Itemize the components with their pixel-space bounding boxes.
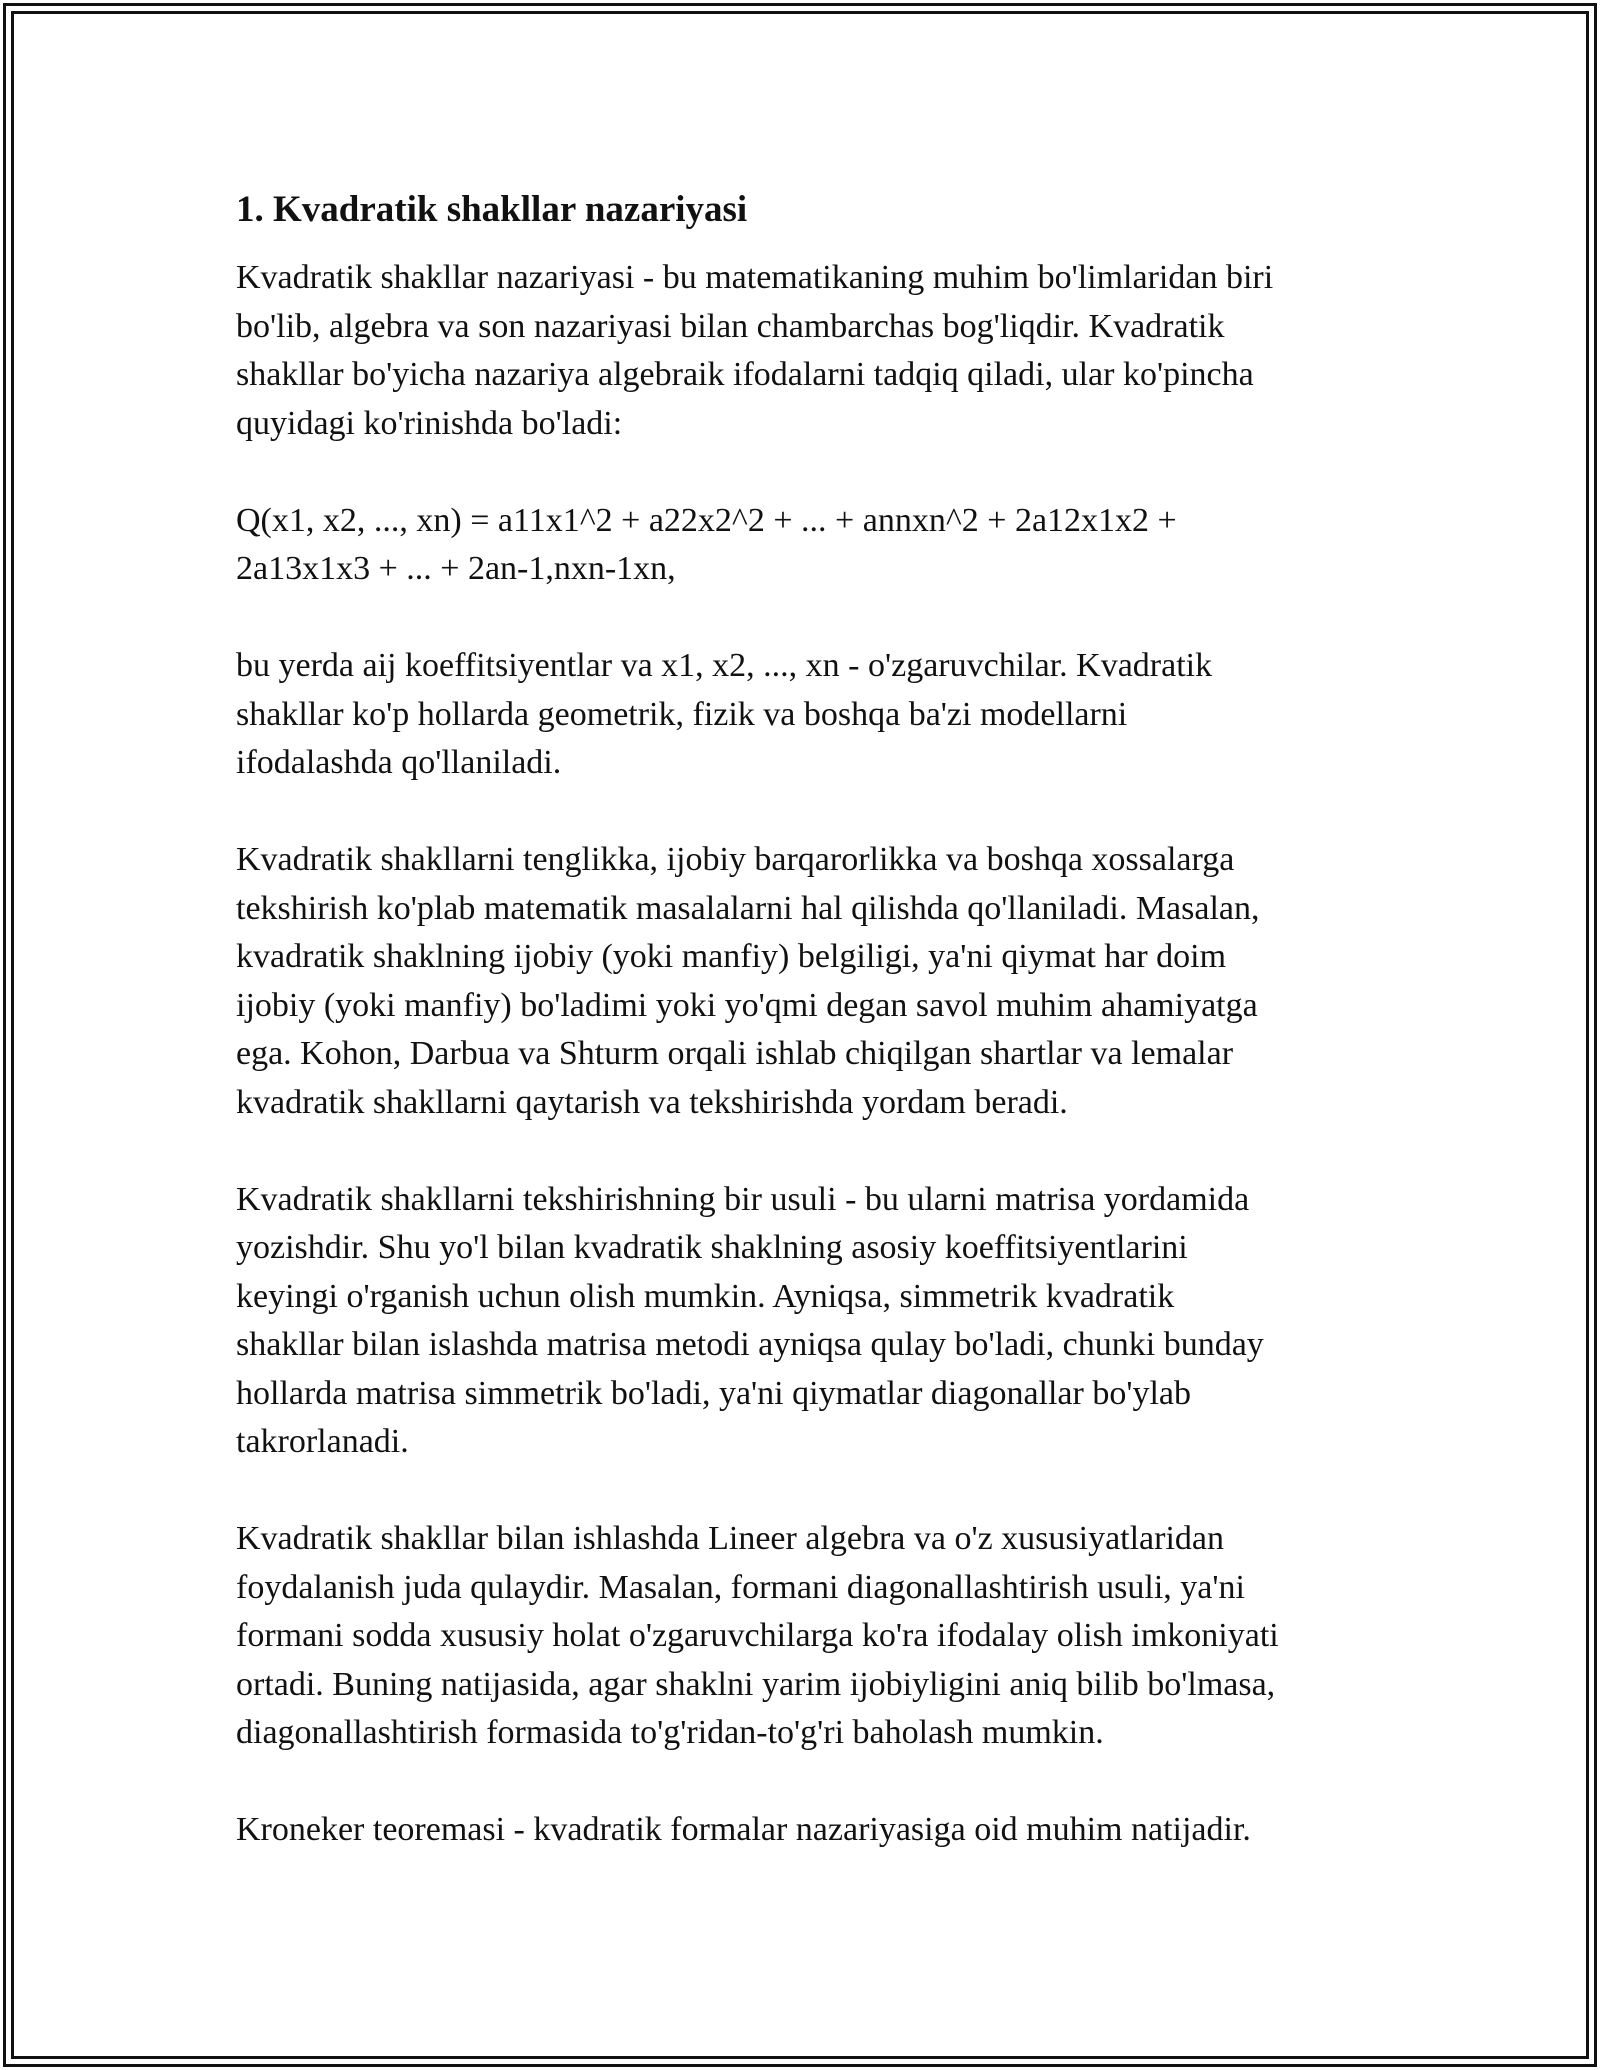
paragraph-coefficients: bu yerda aij koeffitsiyentlar va x1, x2, ..., xn - o'zgaruvchilar. Kvadratik shakllar ko'p hollarda geometrik, fizik va boshqa ba'zi modellarni ifodalashda qo'llaniladi. xyxy=(236,647,1213,782)
paragraph-intro: Kvadratik shakllar nazariyasi - bu matematikaning muhim bo'limlaridan biri bo'lib, algebra va son nazariyasi bilan chambarchas bog'liqdir. Kvadratik shakllar bo'yicha nazariya algebraik ifodalarni tadqiq qiladi, ular ko'pincha quyidagi ko'rinishda bo'ladi: xyxy=(236,259,1274,442)
paragraph-formula: Q(x1, x2, ..., xn) = a11x1^2 + a22x2^2 + ... + annxn^2 + 2a12x1x2 + 2a13x1x3 + ... + 2an-1,nxn-1xn, xyxy=(236,501,1177,588)
section-heading: 1. Kvadratik shakllar nazariyasi xyxy=(236,189,748,230)
paragraph-definiteness: Kvadratik shakllarni tenglikka, ijobiy barqarorlikka va boshqa xossalarga tekshirish ko'plab matematik masalalarni hal qilishda qo'llaniladi. Masalan, kvadratik shaklning ijobiy (yoki manfiy) belgiligi, ya'ni qiymat har doim ijobiy (yoki manfiy) bo'ladimi yoki yo'qmi degan savol muhim ahamiyatga ega. Kohon, Darbua va Shturm orqali ishlab chiqilgan shartlar va lemalar kvadratik shakllarni qaytarish va tekshirishda yordam beradi. xyxy=(236,841,1260,1121)
paragraph-matrix-method: Kvadratik shakllarni tekshirishning bir usuli - bu ularni matrisa yordamida yozishdir. Shu yo'l bilan kvadratik shaklning asosiy koeffitsiyentlarini keyingi o'rganish uchun olish mumkin. Ayniqsa, simmetrik kvadratik shakllar bilan islashda matrisa metodi ayniqsa qulay bo'ladi, chunki bunday hollarda matrisa simmetrik bo'ladi, ya'ni qiymatlar diagonallar bo'ylab takrorlanadi. xyxy=(236,1180,1264,1461)
paragraph-linear-algebra: Kvadratik shakllar bilan ishlashda Lineer algebra va o'z xususiyatlaridan foydalanish juda qulaydir. Masalan, formani diagonallashtirish usuli, ya'ni formani sodda xususiy holat o'zgaruvchilarga ko'ra ifodalay olish imkoniyati ortadi. Buning natijasida, agar shaklni yarim ijobiyligini aniq bilib bo'lmasa, diagonallashtirish formasida to'g'ridan-to'g'ri baholash mumkin. xyxy=(236,1520,1279,1752)
paragraph-kronecker: Kroneker teoremasi - kvadratik formalar nazariyasiga oid muhim natijadir. xyxy=(236,1811,1251,1849)
document-body xyxy=(236,186,1386,1855)
